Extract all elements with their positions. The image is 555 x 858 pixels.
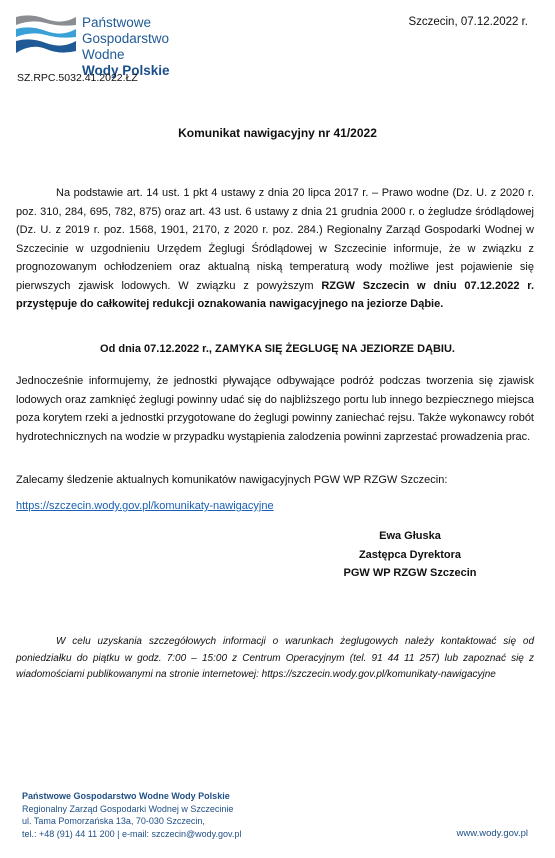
- logo-line-1: Państwowe: [82, 15, 152, 30]
- signatory-role: Zastępca Dyrektora: [358, 548, 462, 561]
- paragraph-3: Zalecamy śledzenie aktualnych komunikatów nawigacyjnych PGW WP RZGW Szczecin:: [16, 474, 448, 486]
- waves-icon: [14, 13, 78, 61]
- paragraph-1-text: Na podstawie art. 14 ust. 1 pkt 4 ustawy z dnia 20 lipca 2017 r. – Prawo wodne (Dz. U. z 2020 r. poz. 310, 284, 695, 782, 875) oraz art. 43 ust. 6 ustawy z dnia 21 grudnia 2000 r. o żegludze śródlądowej (Dz. U. z 2019 r. poz. 1568, 1901, 2170, z 2020 r. poz. 284.) Regionalny Zarząd Gospodarki Wodnej w Szczecinie w uzgodnieniu Urzędem Żeglugi Śródlądowej w Szczecinie informuje, że w związku z prognozowanym ochłodzeniem oraz aktualną niską temperaturą wody możliwe jest pojawienie się pierwszych zjawisk lodowych. W związku z powyższym: [16, 187, 534, 292]
- logo-line-2: Gospodarstwo Wodne: [82, 31, 170, 62]
- footer-regional-office: Regionalny Zarząd Gospodarki Wodnej w Szczecinie: [22, 803, 234, 814]
- footer-street: ul. Tama Pomorzańska 13a, 70-030 Szczecin,: [22, 816, 205, 826]
- signatory-name: Ewa Głuska: [379, 530, 441, 542]
- logo-text: [82, 15, 214, 79]
- signature-block: [300, 527, 520, 583]
- logo-line-3: Wody Polskie: [82, 63, 170, 78]
- document-reference: SZ.RPC.5032.41.2022.ŁZ: [17, 72, 138, 84]
- paragraph-2: Jednocześnie informujemy, że jednostki pływające odbywające podróż podczas tworzenia się zjawisk lodowych oraz zamknięć żeglugi powinny udać się do najbliższego portu lub innego bezpiecznego miejsca poza korytem rzeki a jednostki przygotowane do żeglugi powinny zaniechać rejsu. Także wykonawcy robót hydrotechnicznych na wodzie w przypadku wystąpienia zalodzenia powinni zaprzestać prowadzenia prac.: [16, 375, 534, 443]
- footer-org-name: Państwowe Gospodarstwo Wodne Wody Polskie: [22, 791, 230, 801]
- paragraph-1: [16, 184, 534, 314]
- navigation-messages-link[interactable]: https://szczecin.wody.gov.pl/komunikaty-nawigacyjne: [16, 500, 274, 512]
- footer-website: www.wody.gov.pl: [456, 828, 528, 839]
- footer-contact: tel.: +48 (91) 44 11 200 | e-mail: szczecin@wody.gov.pl: [22, 828, 242, 839]
- closure-statement: Od dnia 07.12.2022 r., ZAMYKA SIĘ ŻEGLUGĘ NA JEZIORZE DĄBIU.: [100, 343, 455, 355]
- paragraph-1-bold: RZGW Szczecin w dniu 07.12.2022 r. przystępuje do całkowitej redukcji oznakowania nawigacyjnego na jeziorze Dąbie.: [16, 279, 534, 310]
- footer-address: [22, 790, 241, 840]
- document-title: Komunikat nawigacyjny nr 41/2022: [178, 126, 377, 140]
- contact-note: W celu uzyskania szczegółowych informacji o warunkach żeglugowych należy kontaktować się od poniedziałku do piątku w godz. 7:00 – 15:00 z Centrum Operacyjnym (tel. 91 44 11 257) lub zapoznać się z wiadomościami publikowanymi na stronie internetowej: https://szczecin.wody.gov.pl/komunikaty-nawigacyjne: [16, 636, 534, 680]
- signatory-org: PGW WP RZGW Szczecin: [343, 567, 477, 579]
- place-date: Szczecin, 07.12.2022 r.: [408, 16, 528, 28]
